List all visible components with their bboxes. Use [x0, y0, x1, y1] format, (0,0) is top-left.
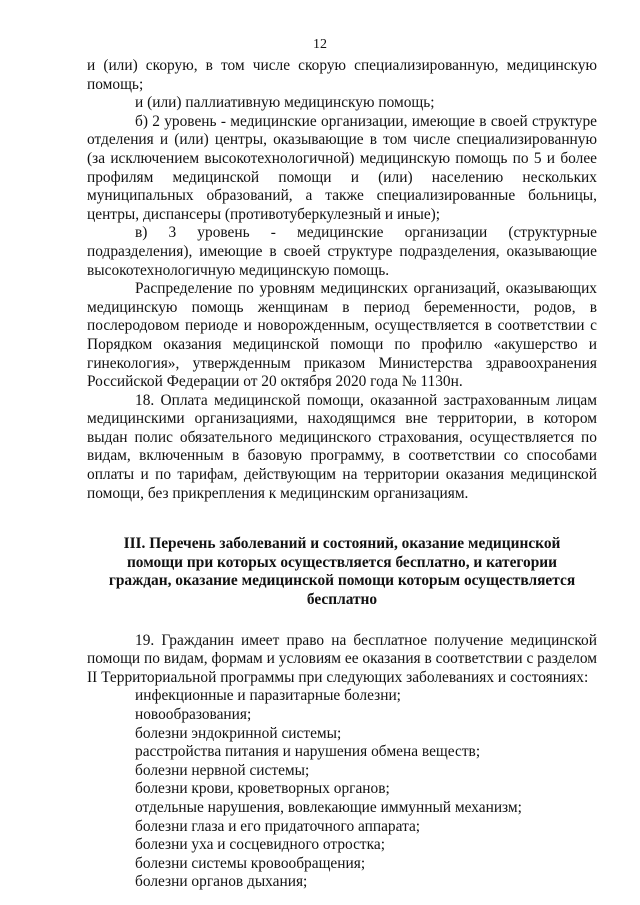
section-heading [87, 535, 597, 609]
list-item: болезни системы кровообращения; [135, 854, 366, 872]
section-heading-line: помощи при которых осуществляется бесплатно, и категории [126, 553, 558, 571]
list-item: расстройства питания и нарушения обмена веществ; [135, 743, 481, 761]
paragraph-group-top [87, 57, 597, 503]
paragraph: б) 2 уровень - медицинские организации, имеющие в своей структуре отделения и (или) центры, оказывающие в том числе специализированную (за исключением высокотехнологичной) медицинскую помощь по 5 и более профилям медицинской помощи и (или) населению нескольких муниципальных образований, а также специализированные больницы, центры, диспансеры (противотуберкулезный и иные); [87, 112, 597, 223]
list-item: новообразования; [135, 706, 252, 723]
list-item: болезни крови, кроветворных органов; [135, 780, 390, 798]
paragraph: в) 3 уровень - медицинские организации (структурные подразделения), имеющие в своей структуре подразделения, оказывающие высокотехнологичную медицинскую помощь. [87, 224, 597, 279]
paragraph: и (или) скорую, в том числе скорую специализированную, медицинскую помощь; [87, 57, 597, 93]
list-item: болезни эндокринной системы; [135, 724, 342, 742]
list-item: инфекционные и паразитарные болезни; [135, 687, 401, 705]
section-heading-line: III. Перечень заболеваний и состояний, оказание медицинской [123, 535, 561, 553]
page-number: 12 [313, 37, 327, 52]
list-item: болезни нервной системы; [135, 761, 310, 779]
list-item: болезни органов дыхания; [135, 873, 308, 891]
disease-list [87, 687, 597, 892]
paragraph: и (или) паллиативную медицинскую помощь; [135, 94, 435, 112]
section-heading-line: бесплатно [306, 591, 378, 609]
list-item: болезни глаза и его придаточного аппарата; [135, 817, 421, 835]
paragraph: Распределение по уровням медицинских организаций, оказывающих медицинскую помощь женщинам в период беременности, родов, в послеродовом периоде и новорожденным, осуществляется в соответствии с Порядком оказания медицинской помощи по профилю «акушерство и гинекология», утвержденным приказом Министерства здравоохранения Российской Федерации от 20 октября 2020 года № 1130н. [87, 280, 597, 391]
paragraph: 18. Оплата медицинской помощи, оказанной застрахованным лицам медицинскими организациями, находящимся вне территории, в котором выдан полис обязательного медицинского страхования, осуществляется по видам, включенным в базовую программу, в соответствии со способами оплаты и по тарифам, действующим на территории оказания медицинской помощи, без прикрепления к медицинским организациям. [87, 391, 597, 502]
section-heading-line: граждан, оказание медицинской помощи которым осуществляется [108, 572, 576, 590]
document-body [87, 57, 597, 892]
list-item: болезни уха и сосцевидного отростка; [135, 836, 386, 854]
paragraph-19: 19. Гражданин имеет право на бесплатное получение медицинской помощи по видам, формам и условиям ее оказания в соответствии с разделом II Территориальной программы при следующих заболеваниях и состояниях: [87, 631, 597, 686]
list-item: отдельные нарушения, вовлекающие иммунный механизм; [135, 798, 522, 816]
